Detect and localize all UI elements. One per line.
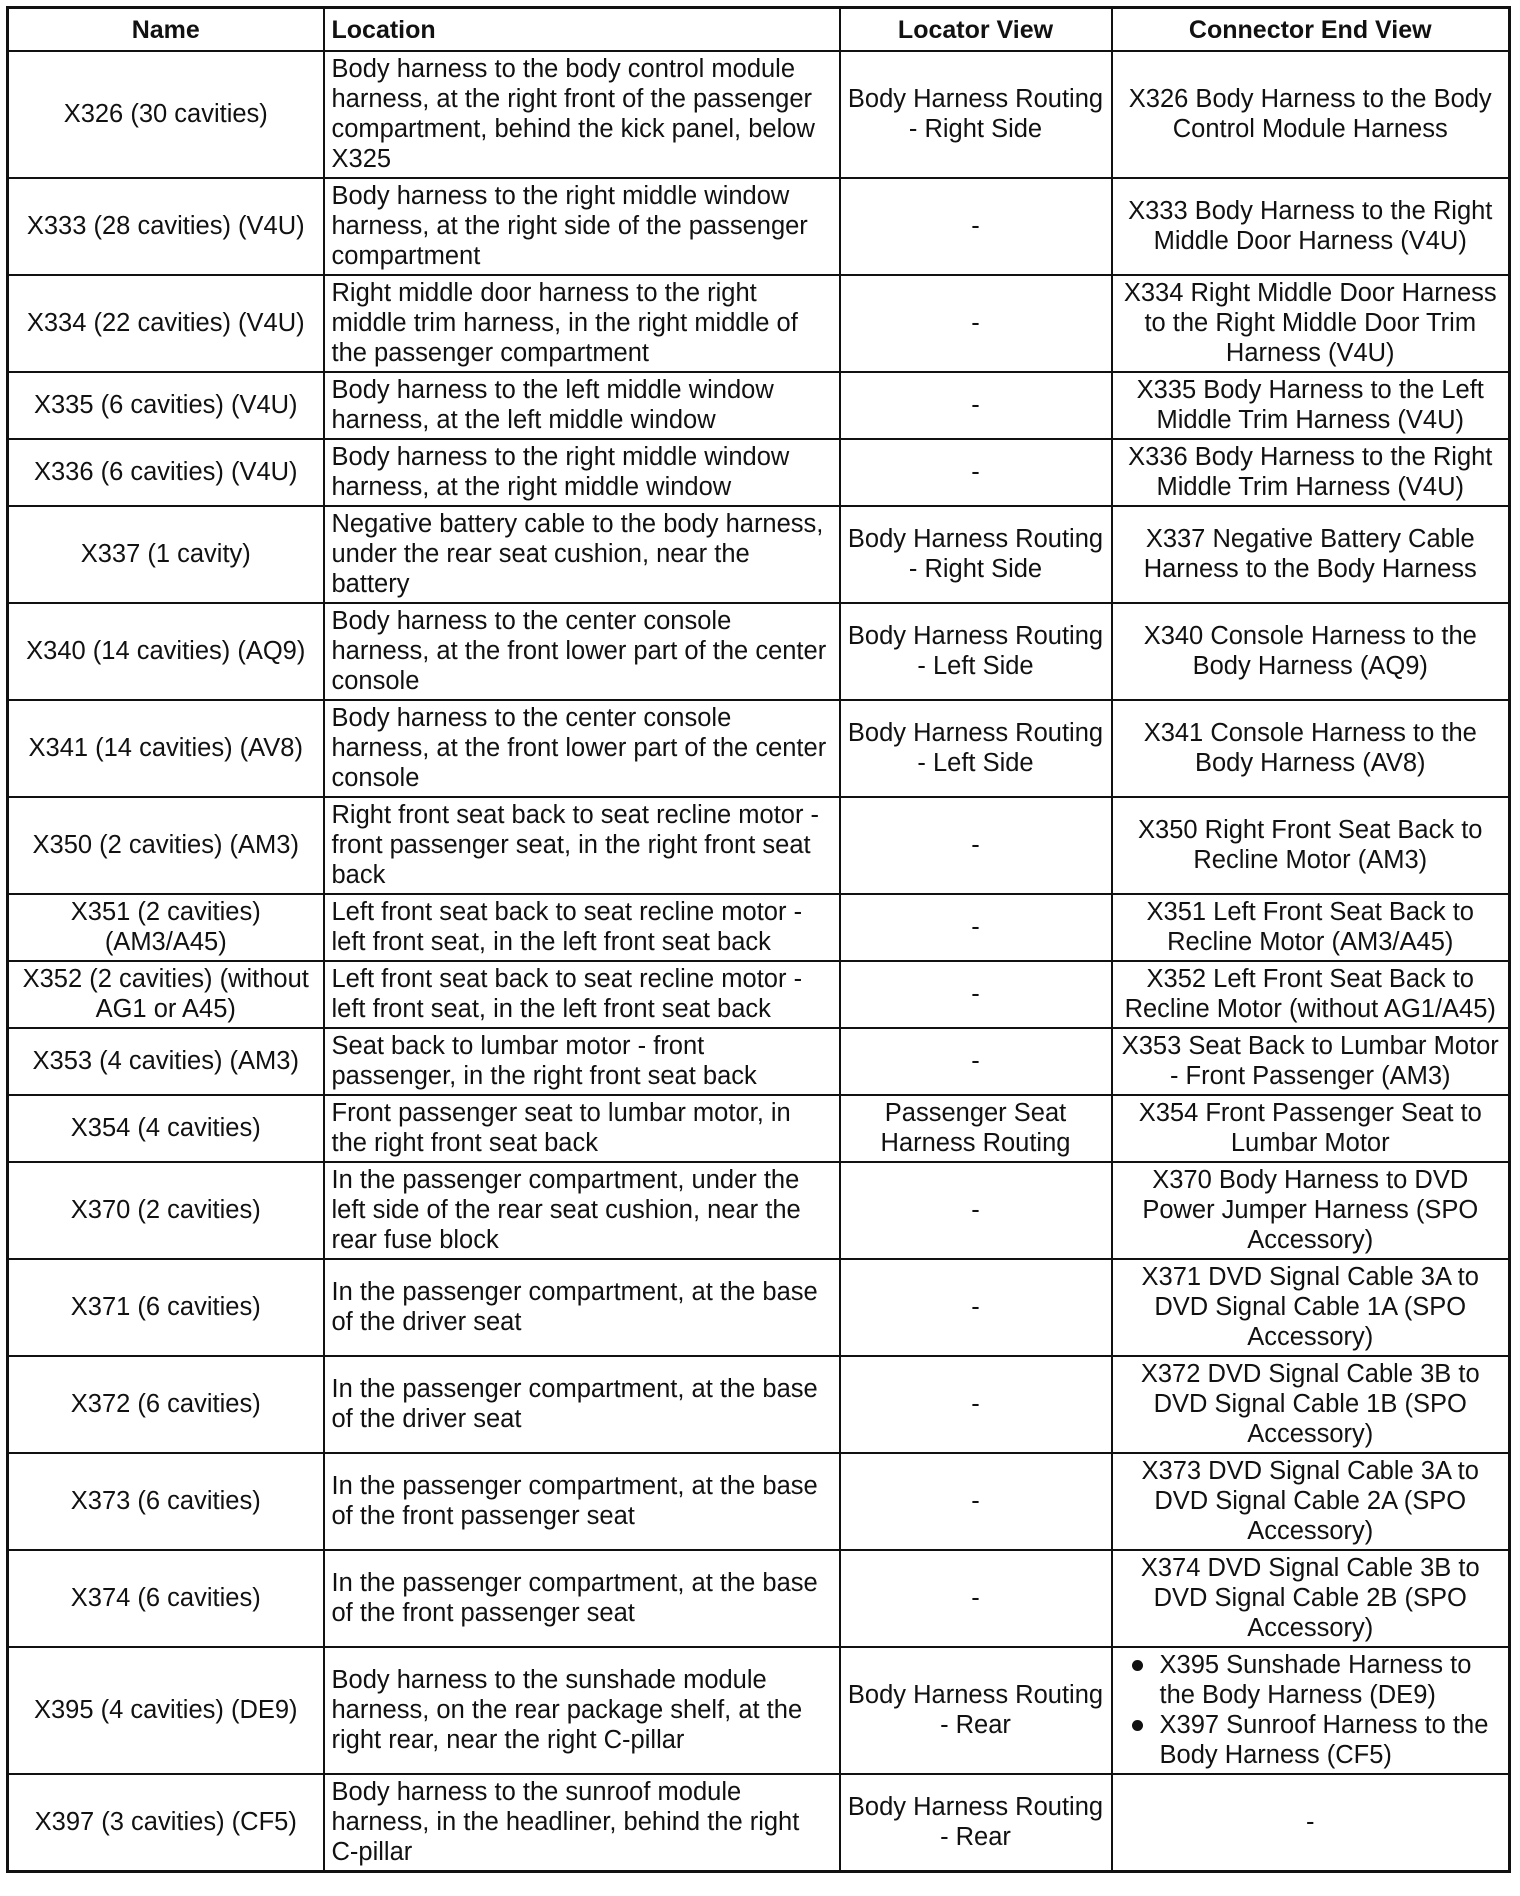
cell-location: In the passenger compartment, at the base of the front passenger seat: [324, 1550, 840, 1647]
cell-name: X371 (6 cavities): [8, 1259, 324, 1356]
cell-name: X326 (30 cavities): [8, 51, 324, 178]
cell-locator-view: -: [840, 961, 1112, 1028]
list-item-text: X395 Sunshade Harness to the Body Harness (DE9): [1159, 1651, 1472, 1709]
cell-location: Seat back to lumbar motor - front passenger, in the right front seat back: [324, 1028, 840, 1095]
table-row: [8, 51, 1510, 178]
cell-connector-end-view: X372 DVD Signal Cable 3B to DVD Signal Cable 1B (SPO Accessory): [1112, 1356, 1510, 1453]
table-row: [8, 372, 1510, 439]
cell-locator-view: Body Harness Routing - Rear: [840, 1774, 1112, 1872]
cell-name: X334 (22 cavities) (V4U): [8, 275, 324, 372]
table-row: [8, 700, 1510, 797]
cell-name: X374 (6 cavities): [8, 1550, 324, 1647]
cell-connector-end-view: X371 DVD Signal Cable 3A to DVD Signal Cable 1A (SPO Accessory): [1112, 1259, 1510, 1356]
cell-connector-end-view: X334 Right Middle Door Harness to the Right Middle Door Trim Harness (V4U): [1112, 275, 1510, 372]
cell-location: Body harness to the right middle window harness, at the right middle window: [324, 439, 840, 506]
table-row: [8, 439, 1510, 506]
cell-location: Body harness to the sunroof module harness, in the headliner, behind the right C-pillar: [324, 1774, 840, 1872]
cell-name: X372 (6 cavities): [8, 1356, 324, 1453]
cell-locator-view: -: [840, 1028, 1112, 1095]
cell-connector-end-view: X340 Console Harness to the Body Harness (AQ9): [1112, 603, 1510, 700]
table-row: [8, 1095, 1510, 1162]
table-row: [8, 1259, 1510, 1356]
cell-locator-view: -: [840, 275, 1112, 372]
table-row: [8, 1453, 1510, 1550]
connector-table: [6, 6, 1511, 1873]
bullet-icon: [1132, 1720, 1143, 1731]
cell-locator-view: -: [840, 1550, 1112, 1647]
cell-name: X397 (3 cavities) (CF5): [8, 1774, 324, 1872]
cell-name: X333 (28 cavities) (V4U): [8, 178, 324, 275]
table-row: [8, 961, 1510, 1028]
table-row: [8, 1162, 1510, 1259]
cell-location: Front passenger seat to lumbar motor, in the right front seat back: [324, 1095, 840, 1162]
table-row: [8, 1356, 1510, 1453]
cell-locator-view: -: [840, 439, 1112, 506]
cell-location: Body harness to the left middle window harness, at the left middle window: [324, 372, 840, 439]
cell-locator-view: -: [840, 1453, 1112, 1550]
cell-locator-view: Body Harness Routing - Right Side: [840, 51, 1112, 178]
cell-name: X337 (1 cavity): [8, 506, 324, 603]
cell-name: X341 (14 cavities) (AV8): [8, 700, 324, 797]
cell-name: X395 (4 cavities) (DE9): [8, 1647, 324, 1774]
cell-name: X335 (6 cavities) (V4U): [8, 372, 324, 439]
cell-name: X352 (2 cavities) (without AG1 or A45): [8, 961, 324, 1028]
cell-location: Body harness to the center console harness, at the front lower part of the center console: [324, 700, 840, 797]
cell-location: In the passenger compartment, at the base of the front passenger seat: [324, 1453, 840, 1550]
cell-location: Body harness to the right middle window harness, at the right side of the passenger compartment: [324, 178, 840, 275]
header-locator-view: Locator View: [840, 8, 1112, 52]
cell-location: Body harness to the sunshade module harness, on the rear package shelf, at the right rear, near the right C-pillar: [324, 1647, 840, 1774]
cell-connector-end-view: X333 Body Harness to the Right Middle Door Harness (V4U): [1112, 178, 1510, 275]
cell-locator-view: Body Harness Routing - Right Side: [840, 506, 1112, 603]
cell-connector-end-view: X354 Front Passenger Seat to Lumbar Motor: [1112, 1095, 1510, 1162]
cell-locator-view: -: [840, 1162, 1112, 1259]
cell-connector-end-view: X370 Body Harness to DVD Power Jumper Harness (SPO Accessory): [1112, 1162, 1510, 1259]
list-item: [1120, 1710, 1502, 1770]
table-row: [8, 1550, 1510, 1647]
table-row: [8, 1774, 1510, 1872]
cell-locator-view: -: [840, 372, 1112, 439]
header-connector-end-view: Connector End View: [1112, 8, 1510, 52]
cell-location: In the passenger compartment, at the base of the driver seat: [324, 1356, 840, 1453]
cell-location: Body harness to the body control module harness, at the right front of the passenger compartment, behind the kick panel, below X325: [324, 51, 840, 178]
cell-connector-end-view: X337 Negative Battery Cable Harness to the Body Harness: [1112, 506, 1510, 603]
table-row: [8, 1647, 1510, 1774]
cell-locator-view: Body Harness Routing - Left Side: [840, 700, 1112, 797]
cell-location: Left front seat back to seat recline motor - left front seat, in the left front seat back: [324, 961, 840, 1028]
cell-location: Left front seat back to seat recline motor - left front seat, in the left front seat back: [324, 894, 840, 961]
cell-locator-view: -: [840, 797, 1112, 894]
list-item: [1120, 1650, 1502, 1710]
table-row: [8, 603, 1510, 700]
cell-connector-end-view: X326 Body Harness to the Body Control Module Harness: [1112, 51, 1510, 178]
cell-locator-view: -: [840, 178, 1112, 275]
header-name: Name: [8, 8, 324, 52]
cell-name: X350 (2 cavities) (AM3): [8, 797, 324, 894]
cell-location: In the passenger compartment, under the left side of the rear seat cushion, near the rear fuse block: [324, 1162, 840, 1259]
table-row: [8, 797, 1510, 894]
table-row: [8, 894, 1510, 961]
cell-name: X340 (14 cavities) (AQ9): [8, 603, 324, 700]
cell-name: X354 (4 cavities): [8, 1095, 324, 1162]
cell-connector-end-view: X374 DVD Signal Cable 3B to DVD Signal Cable 2B (SPO Accessory): [1112, 1550, 1510, 1647]
cell-name: X373 (6 cavities): [8, 1453, 324, 1550]
cell-location: In the passenger compartment, at the base of the driver seat: [324, 1259, 840, 1356]
table-row: [8, 275, 1510, 372]
header-location: Location: [324, 8, 840, 52]
cell-location: Body harness to the center console harness, at the front lower part of the center console: [324, 603, 840, 700]
cell-location: Right middle door harness to the right middle trim harness, in the right middle of the passenger compartment: [324, 275, 840, 372]
cell-connector-end-view: X335 Body Harness to the Left Middle Trim Harness (V4U): [1112, 372, 1510, 439]
connector-end-view-list: [1120, 1650, 1502, 1770]
bullet-icon: [1132, 1660, 1143, 1671]
cell-connector-end-view: X336 Body Harness to the Right Middle Trim Harness (V4U): [1112, 439, 1510, 506]
cell-locator-view: Body Harness Routing - Rear: [840, 1647, 1112, 1774]
cell-locator-view: -: [840, 894, 1112, 961]
cell-name: X336 (6 cavities) (V4U): [8, 439, 324, 506]
cell-locator-view: Body Harness Routing - Left Side: [840, 603, 1112, 700]
table-body: [8, 51, 1510, 1872]
table-header-row: [8, 8, 1510, 52]
cell-connector-end-view: X351 Left Front Seat Back to Recline Motor (AM3/A45): [1112, 894, 1510, 961]
cell-connector-end-view: X373 DVD Signal Cable 3A to DVD Signal Cable 2A (SPO Accessory): [1112, 1453, 1510, 1550]
cell-name: X353 (4 cavities) (AM3): [8, 1028, 324, 1095]
list-item-text: X397 Sunroof Harness to the Body Harness (CF5): [1159, 1711, 1489, 1769]
cell-locator-view: -: [840, 1259, 1112, 1356]
cell-name: X351 (2 cavities) (AM3/A45): [8, 894, 324, 961]
cell-location: Right front seat back to seat recline motor - front passenger seat, in the right front seat back: [324, 797, 840, 894]
cell-locator-view: Passenger Seat Harness Routing: [840, 1095, 1112, 1162]
cell-connector-end-view: X352 Left Front Seat Back to Recline Motor (without AG1/A45): [1112, 961, 1510, 1028]
cell-name: X370 (2 cavities): [8, 1162, 324, 1259]
cell-connector-end-view: X341 Console Harness to the Body Harness (AV8): [1112, 700, 1510, 797]
cell-connector-end-view: -: [1112, 1774, 1510, 1872]
cell-connector-end-view: X353 Seat Back to Lumbar Motor - Front Passenger (AM3): [1112, 1028, 1510, 1095]
cell-connector-end-view: [1112, 1647, 1510, 1774]
cell-locator-view: -: [840, 1356, 1112, 1453]
table-row: [8, 178, 1510, 275]
table-row: [8, 506, 1510, 603]
cell-connector-end-view: X350 Right Front Seat Back to Recline Motor (AM3): [1112, 797, 1510, 894]
cell-location: Negative battery cable to the body harness, under the rear seat cushion, near the battery: [324, 506, 840, 603]
table-row: [8, 1028, 1510, 1095]
